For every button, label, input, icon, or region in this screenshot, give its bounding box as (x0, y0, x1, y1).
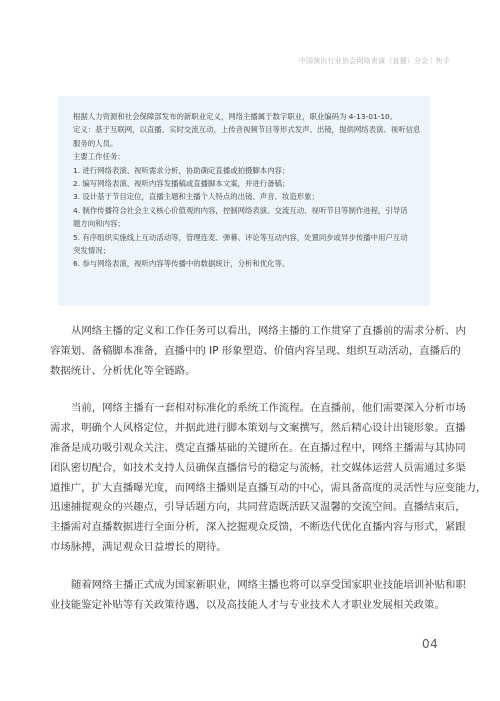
paragraph (50, 399, 487, 557)
text-line: 团队密切配合，如技术支持人员确保直播信号的稳定与流畅，社交媒体运营人员需通过多渠 (50, 461, 466, 474)
definition-line: 定义：基于互联网，以直播、实时交流互动、上传音视频节目等形式发声、出镜，提供网络表演、视听信息 (73, 125, 421, 135)
task-item: 2. 编写网络表演、视听内容发播稿或直播脚本文案，并进行备稿； (73, 179, 290, 189)
task-item: 4. 制作传播符合社会主义核心价值观的内容，控制网络表演、交流互动、视听节目等制作进程，引导话 (73, 205, 408, 215)
page-number: 04 (422, 637, 439, 651)
text-line: 准备是成功吸引观众关注、奠定直播基础的关键所在。在直播过程中，网络主播需与其协同 (50, 441, 466, 454)
task-item: 突发情况； (73, 246, 110, 256)
text-line: 道推广，扩大直播曝光度，而网络主播则是直播互动的中心，需具备高度的灵活性与应变能力， (50, 481, 487, 494)
definition-line: 服务的人员。 (73, 138, 118, 148)
running-header: 中国演出行业协会网络表演（直播）分会｜快手 (298, 57, 450, 65)
text-line: 从网络主播的定义和工作任务可以看出，网络主播的工作贯穿了直播前的需求分析、内 (71, 325, 466, 337)
text-line: 随着网络主播正式成为国家新职业，网络主播也将可以享受国家职业技能培训补贴和职 (71, 578, 466, 591)
task-item: 题方向和内容； (73, 219, 125, 229)
text-line: 迅速捕捉观众的兴趣点，引导话题方向，共同营造既活跃又温馨的交流空间。直播结束后， (50, 501, 466, 514)
text-line: 数据统计、分析优化等全链路。 (50, 364, 196, 377)
text-line: 当前，网络主播有一套相对标准化的系统工作流程。在直播前，他们需要深入分析市场 (71, 402, 466, 415)
task-item: 6. 参与网络表演，视听内容等传播中的数据统计，分析和优化等。 (73, 259, 290, 269)
task-item: 5. 有序组织实施线上互动活动等，管理连麦、弹幕、评论等互动内容，处置同步或异步传播中用户互动 (73, 232, 408, 242)
task-item: 3. 设计基于节目定位，直播主题和主播个人特点的出镜、声音、妆造形象； (73, 192, 319, 202)
text-line: 需求，明确个人风格定位，并据此进行脚本策划与文案撰写，然后精心设计出镜形象。直播 (50, 422, 466, 435)
body-text (50, 322, 487, 633)
paragraph (50, 576, 466, 616)
definition-line: 根据人力资源和社会保障部发布的新职业定义，网络主播属于数字职业，职业编码为 4-13-01-10。 (73, 112, 398, 121)
paragraph (50, 322, 466, 381)
definition-box (58, 96, 430, 306)
text-line: 容策划、备稿脚本准备，直播中的 IP 形象塑造、价值内容呈现、组织互动活动，直播后的 (50, 344, 461, 357)
text-line: 业技能鉴定补贴等有关政策待遇，以及高技能人才与专业技术人才职业发展相关政策。 (50, 598, 445, 611)
text-line: 市场脉搏，满足观众日益增长的期待。 (50, 540, 227, 553)
task-heading: 主要工作任务： (73, 152, 125, 162)
task-item: 1. 进行网络表演、视听需求分析，协助确定直播或拍摄脚本内容； (73, 165, 290, 175)
text-line: 主播需对直播数据进行全面分析，深入挖掘观众反馈，不断迭代优化直播内容与形式，紧跟 (50, 521, 466, 534)
